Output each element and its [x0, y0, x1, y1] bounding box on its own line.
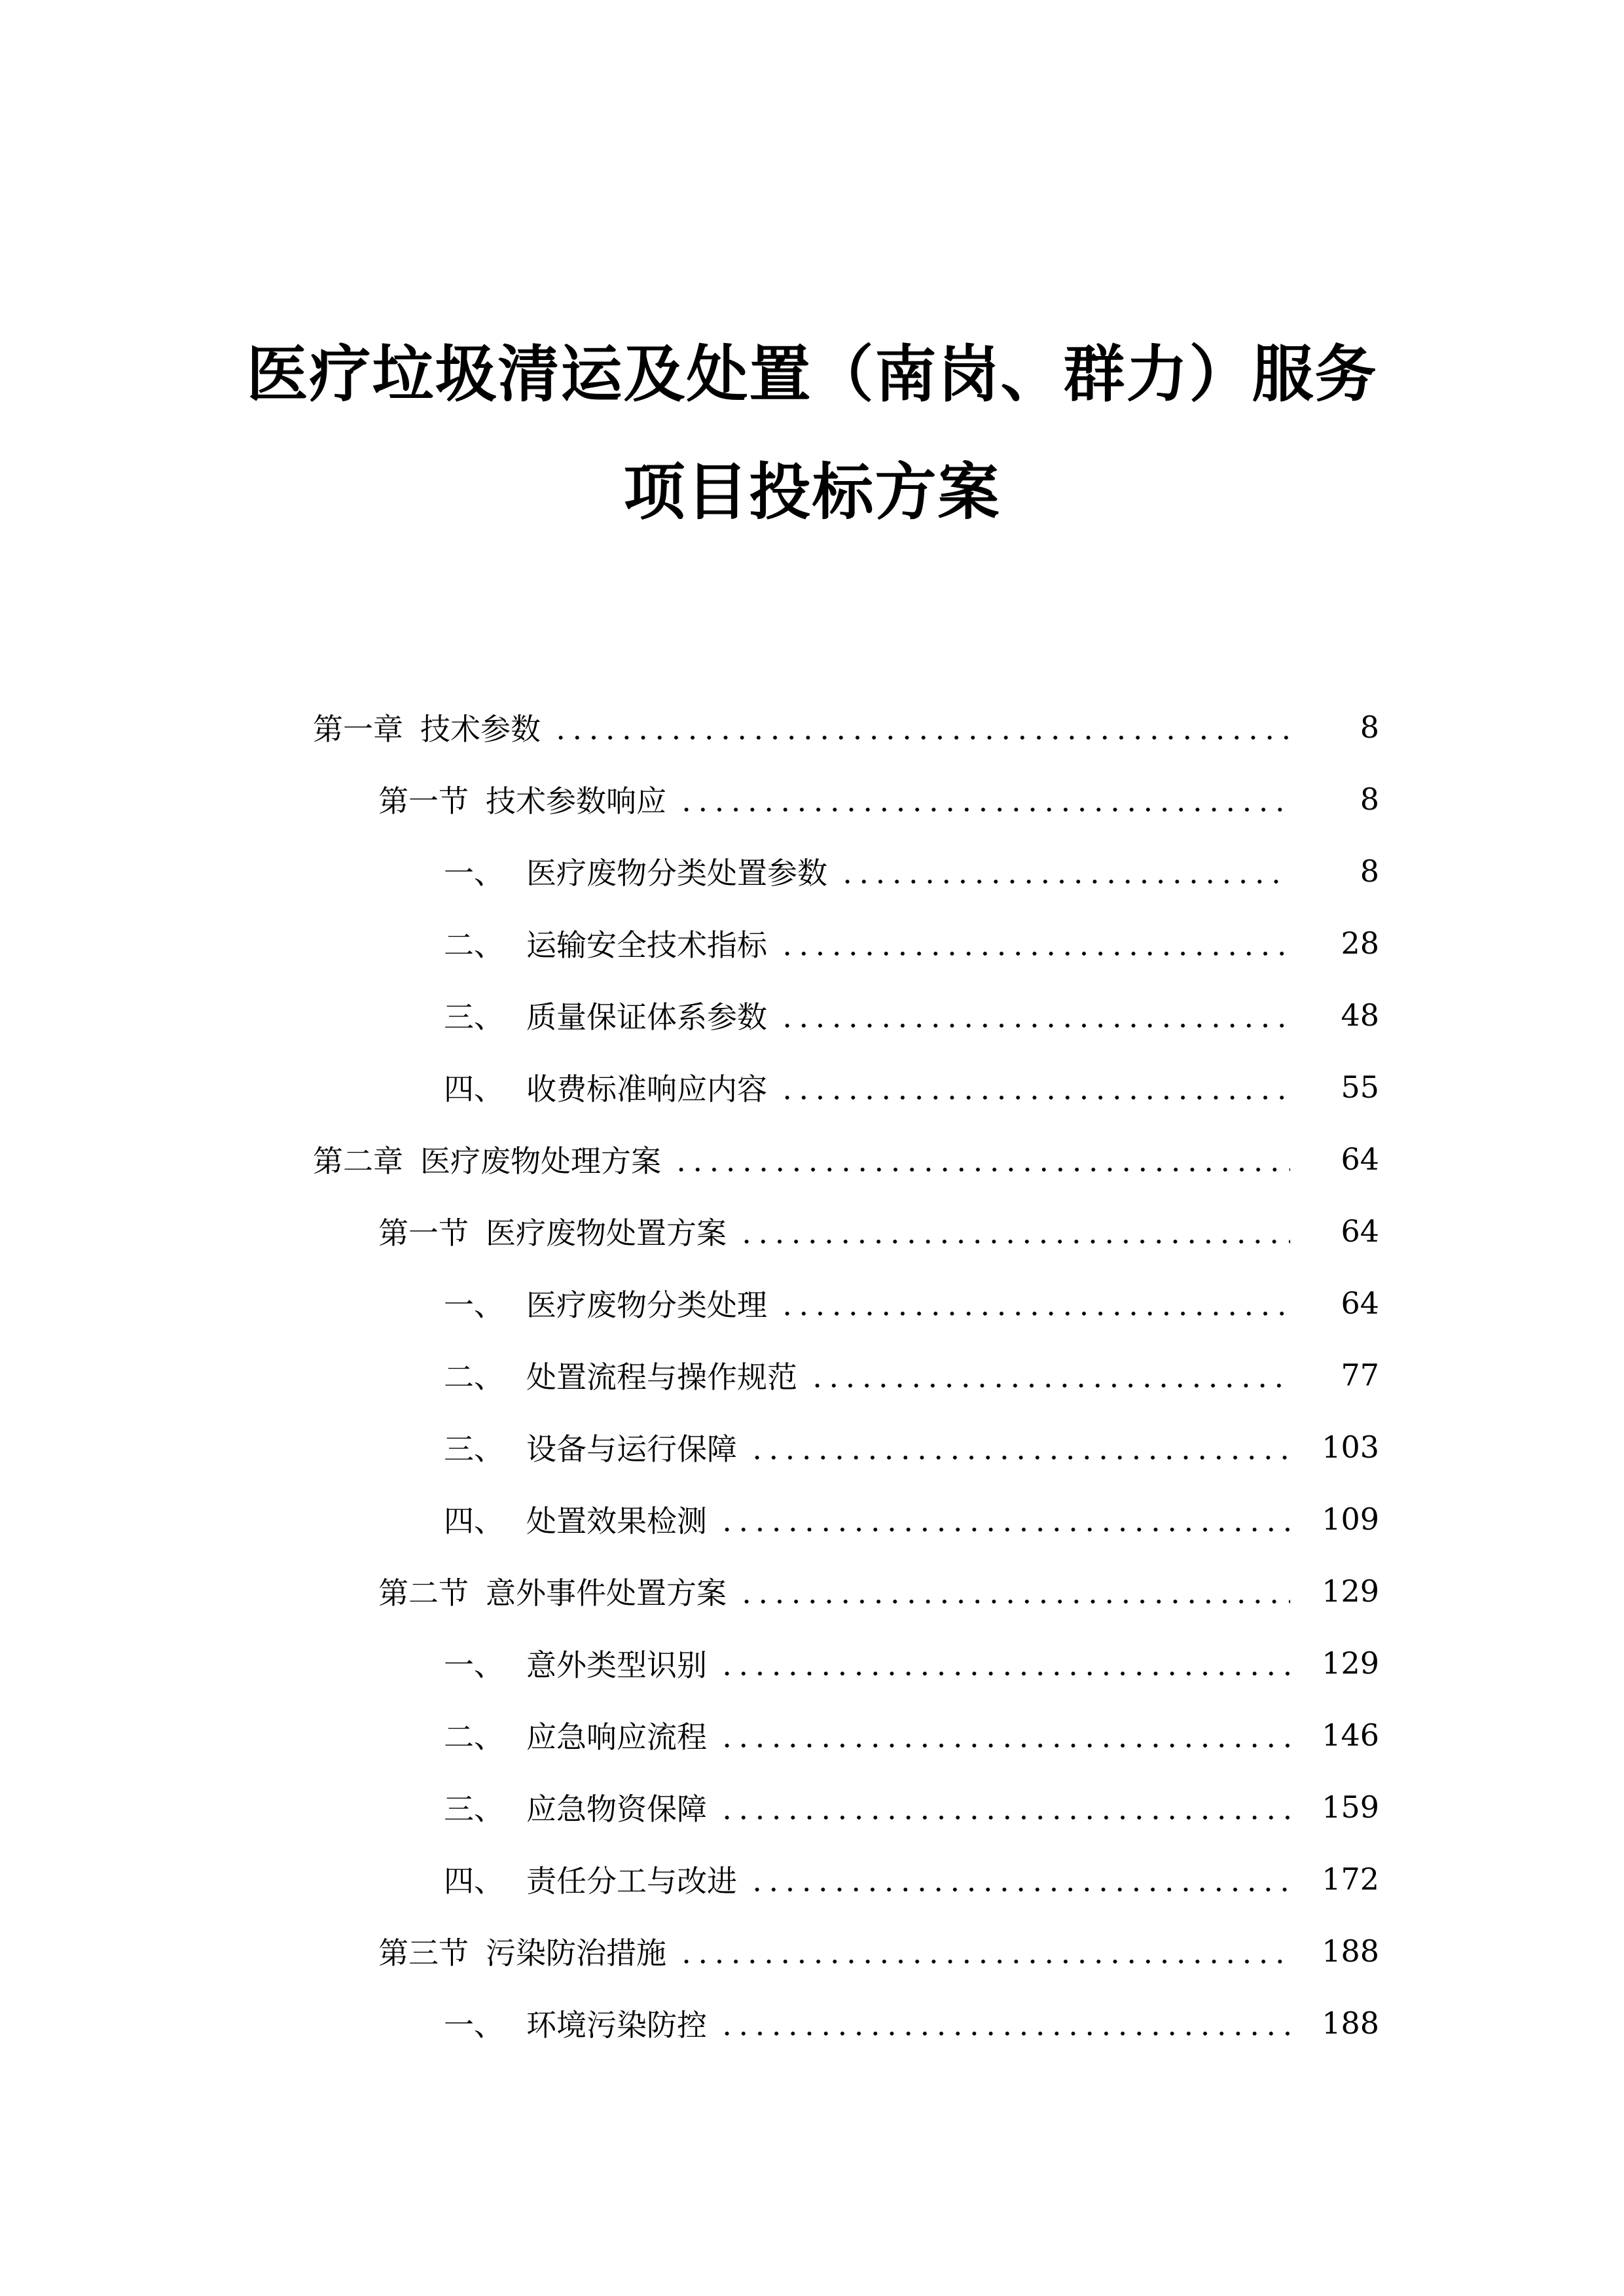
toc-entry-text: [313, 706, 541, 749]
toc-entry-text: [444, 1785, 707, 1829]
toc-entry-label: 处置效果检测: [526, 1503, 707, 1539]
toc-dot-leader: [809, 1360, 1290, 1390]
toc-entry-text: [444, 2001, 707, 2045]
toc-entry[interactable]: [0, 1843, 1624, 1915]
toc-entry-label: 污染防治措施: [486, 1935, 666, 1971]
toc-entry-text: [444, 1354, 797, 1397]
document-title-line-2: 项目投标方案: [623, 457, 1001, 528]
toc-page-number: 188: [1322, 2005, 1379, 2041]
toc-entry-text: [444, 1426, 737, 1469]
toc-dot-leader: [719, 1720, 1290, 1750]
toc-page-number: 8: [1360, 781, 1379, 817]
toc-entry-text: [444, 1713, 707, 1757]
toc-entry-text: [378, 778, 666, 821]
toc-entry-label: 医疗废物处理方案: [420, 1143, 661, 1179]
toc-page-number: 109: [1322, 1501, 1379, 1537]
toc-entry-prefix: 一、: [444, 2007, 504, 2043]
toc-page-number: 8: [1360, 709, 1379, 745]
toc-entry[interactable]: [0, 1411, 1624, 1483]
toc-dot-leader: [719, 1648, 1290, 1678]
toc-entry-text: [444, 1282, 767, 1325]
toc-page-number: 172: [1322, 1861, 1379, 1897]
toc-page-number: 188: [1322, 1933, 1379, 1969]
toc-entry[interactable]: [0, 1987, 1624, 2059]
toc-entry[interactable]: [0, 1267, 1624, 1339]
toc-entry-label: 技术参数响应: [486, 783, 666, 819]
toc-entry-prefix: 第二节: [378, 1575, 469, 1611]
toc-entry-prefix: 一、: [444, 855, 504, 891]
toc-entry-label: 环境污染防控: [526, 2007, 707, 2043]
toc-entry-label: 应急物资保障: [526, 1791, 707, 1827]
toc-entry[interactable]: [0, 1627, 1624, 1699]
toc-entry[interactable]: [0, 763, 1624, 835]
toc-entry-prefix: 第一节: [378, 783, 469, 819]
toc-entry[interactable]: [0, 907, 1624, 979]
toc-dot-leader: [738, 1576, 1290, 1606]
toc-entry[interactable]: [0, 1771, 1624, 1843]
toc-entry[interactable]: [0, 835, 1624, 907]
toc-entry[interactable]: [0, 1555, 1624, 1627]
document-title-line-1: 医疗垃圾清运及处置（南岗、群力）服务: [246, 339, 1378, 410]
toc-entry-text: [444, 922, 767, 965]
toc-page-number: 159: [1322, 1789, 1379, 1825]
toc-entry-label: 收费标准响应内容: [526, 1071, 767, 1107]
toc-entry[interactable]: [0, 1339, 1624, 1411]
toc-page-number: 103: [1322, 1429, 1379, 1465]
toc-entry[interactable]: [0, 1051, 1624, 1123]
toc-page-number: 28: [1341, 925, 1379, 961]
toc-page-number: 129: [1322, 1645, 1379, 1681]
toc-entry-label: 医疗废物分类处理: [526, 1287, 767, 1323]
toc-entry-label: 处置流程与操作规范: [526, 1359, 797, 1395]
toc-entry-prefix: 四、: [444, 1071, 504, 1107]
toc-page-number: 55: [1341, 1069, 1379, 1105]
toc-entry-label: 医疗废物分类处置参数: [526, 855, 827, 891]
toc-page-number: 129: [1322, 1573, 1379, 1609]
toc-dot-leader: [719, 1792, 1290, 1822]
toc-entry-text: [444, 1857, 737, 1901]
toc-dot-leader: [779, 1000, 1290, 1030]
toc-entry-label: 技术参数: [420, 711, 541, 747]
toc-entry-prefix: 二、: [444, 927, 504, 963]
toc-dot-leader: [673, 1144, 1290, 1174]
toc-page-number: 64: [1341, 1285, 1379, 1321]
toc-entry-text: [444, 1641, 707, 1685]
toc-entry-text: [444, 850, 827, 893]
toc-entry-label: 意外类型识别: [526, 1647, 707, 1683]
toc-entry-prefix: 第三节: [378, 1935, 469, 1971]
toc-entry-label: 意外事件处置方案: [486, 1575, 727, 1611]
toc-entry-label: 运输安全技术指标: [526, 927, 767, 963]
toc-dot-leader: [678, 784, 1290, 814]
toc-entry-label: 质量保证体系参数: [526, 999, 767, 1035]
toc-entry[interactable]: [0, 1483, 1624, 1555]
toc-page-number: 77: [1341, 1357, 1379, 1393]
toc-dot-leader: [719, 1504, 1290, 1534]
toc-entry-prefix: 一、: [444, 1647, 504, 1683]
toc-dot-leader: [738, 1216, 1290, 1246]
toc-entry-prefix: 四、: [444, 1503, 504, 1539]
toc-entry-prefix: 第一节: [378, 1215, 469, 1251]
toc-entry-text: [313, 1138, 661, 1181]
toc-entry-label: 设备与运行保障: [526, 1431, 737, 1467]
toc-entry[interactable]: [0, 1915, 1624, 1987]
toc-entry-prefix: 第一章: [313, 711, 403, 747]
toc-entry-text: [378, 1570, 727, 1613]
toc-dot-leader: [719, 2008, 1290, 2038]
toc-dot-leader: [749, 1432, 1290, 1462]
toc-entry-prefix: 三、: [444, 999, 504, 1035]
toc-page-number: 64: [1341, 1141, 1379, 1177]
toc-entry-prefix: 二、: [444, 1719, 504, 1755]
toc-entry-text: [444, 994, 767, 1037]
toc-entry[interactable]: [0, 691, 1624, 763]
toc-entry-label: 责任分工与改进: [526, 1863, 737, 1899]
toc-page-number: 146: [1322, 1717, 1379, 1753]
toc-dot-leader: [552, 712, 1290, 742]
toc-dot-leader: [749, 1864, 1290, 1894]
toc-entry-prefix: 第二章: [313, 1143, 403, 1179]
toc-entry-prefix: 四、: [444, 1863, 504, 1899]
toc-dot-leader: [779, 928, 1290, 958]
toc-dot-leader: [839, 856, 1290, 886]
toc-entry-prefix: 一、: [444, 1287, 504, 1323]
toc-dot-leader: [779, 1072, 1290, 1102]
toc-entry-label: 应急响应流程: [526, 1719, 707, 1755]
toc-page-number: 48: [1341, 997, 1379, 1033]
toc-entry-prefix: 二、: [444, 1359, 504, 1395]
toc-entry[interactable]: [0, 1195, 1624, 1267]
toc-entry-prefix: 三、: [444, 1791, 504, 1827]
toc-page-number: 8: [1360, 853, 1379, 889]
toc-entry[interactable]: [0, 1699, 1624, 1771]
toc-dot-leader: [779, 1288, 1290, 1318]
toc-dot-leader: [678, 1936, 1290, 1966]
toc-entry-text: [444, 1066, 767, 1109]
toc-page-number: 64: [1341, 1213, 1379, 1249]
toc-entry-label: 医疗废物处置方案: [486, 1215, 727, 1251]
toc-entry-text: [444, 1498, 707, 1541]
toc-entry-text: [378, 1210, 727, 1253]
table-of-contents: [0, 691, 1624, 2059]
toc-entry-text: [378, 1929, 666, 1973]
toc-entry[interactable]: [0, 979, 1624, 1051]
toc-entry[interactable]: [0, 1123, 1624, 1195]
toc-entry-prefix: 三、: [444, 1431, 504, 1467]
